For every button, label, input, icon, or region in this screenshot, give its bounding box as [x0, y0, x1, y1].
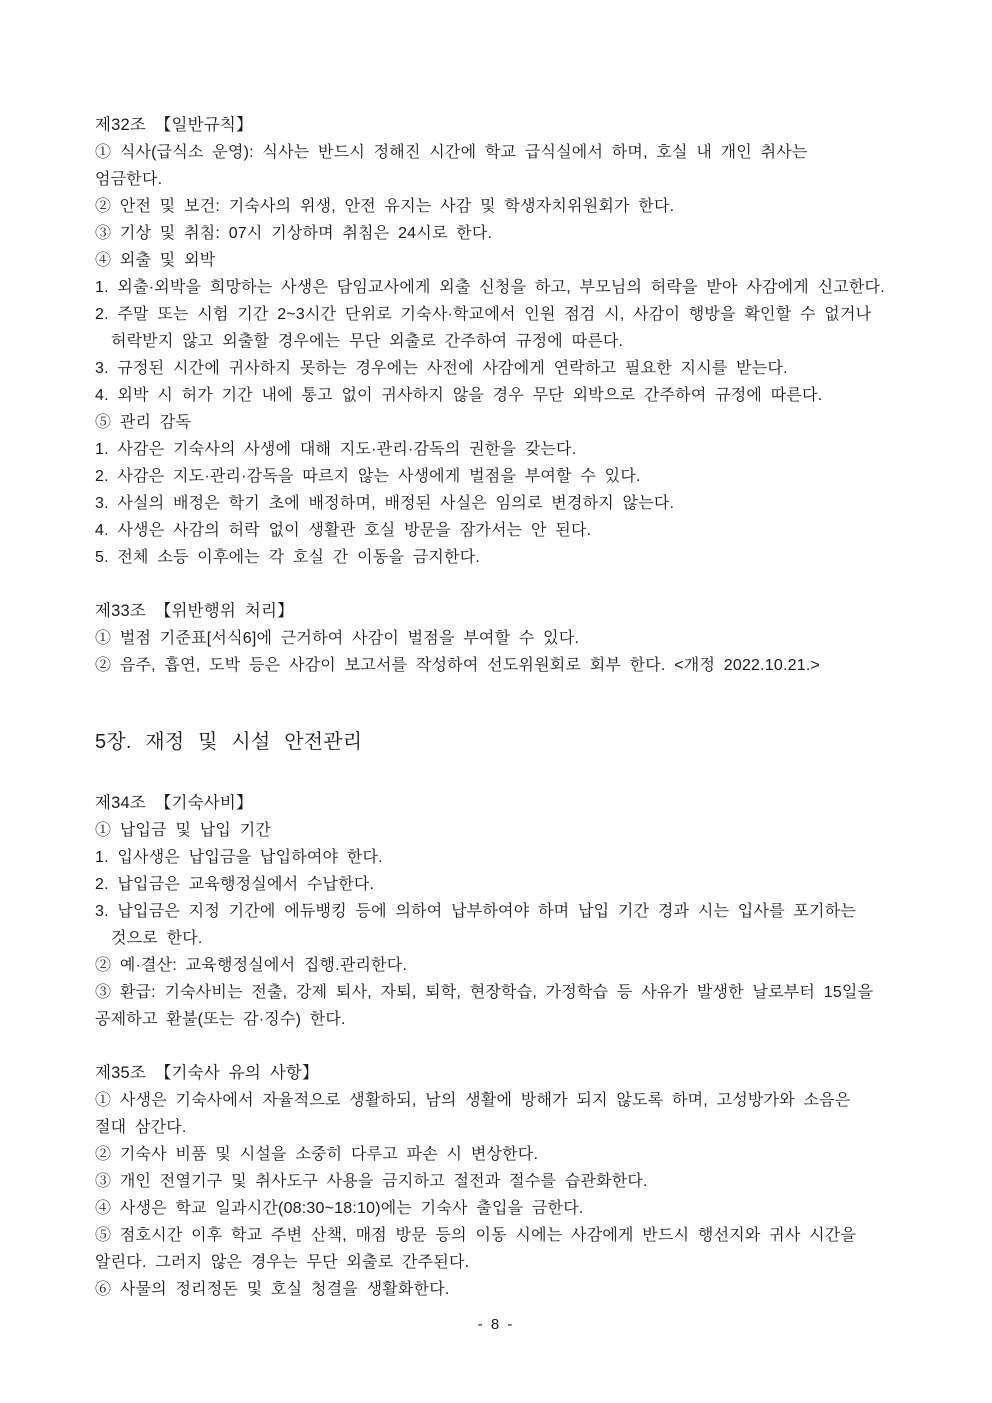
text-line: ② 예·결산: 교육행정실에서 집행.관리한다. — [95, 957, 408, 974]
text-line: 허락받지 않고 외출할 경우에는 무단 외출로 간주하여 규정에 따른다. — [111, 333, 624, 350]
text-line: ③ 개인 전열기구 및 취사도구 사용을 금지하고 절전과 절수를 습관화한다. — [95, 1173, 648, 1190]
text-line: 2. 주말 또는 시험 기간 2~3시간 단위로 기숙사·학교에서 인원 점검 시, 사감이 행방을 확인할 수 없거나 — [95, 306, 872, 323]
text-line: ③ 기상 및 취침: 07시 기상하며 취침은 24시로 한다. — [95, 225, 493, 242]
chapter-heading: 5장. 재정 및 시설 안전관리 — [95, 731, 363, 753]
text-line: ④ 사생은 학교 일과시간(08:30~18:10)에는 기숙사 출입을 금한다. — [95, 1200, 584, 1217]
text-line: ① 납입금 및 납입 기간 — [95, 822, 272, 839]
article-heading: 제35조 【기숙사 유의 사항】 — [95, 1064, 319, 1082]
spacer — [95, 1033, 922, 1060]
text-line: 2. 사감은 지도·관리·감독을 따르지 않는 사생에게 벌점을 부여할 수 있다. — [95, 468, 641, 485]
text-line: ① 사생은 기숙사에서 자율적으로 생활하되, 남의 생활에 방해가 되지 않도록 하며, 고성방가와 소음은 — [95, 1092, 851, 1109]
article-heading: 제33조 【위반행위 처리】 — [95, 602, 294, 620]
text-line: 3. 규정된 시간에 귀사하지 못하는 경우에는 사전에 사감에게 연락하고 필요한 지시를 받는다. — [95, 360, 788, 377]
text-line: 4. 외박 시 허가 기간 내에 통고 없이 귀사하지 않을 경우 무단 외박으로 간주하여 규정에 따른다. — [95, 387, 823, 404]
text-line: 1. 입사생은 납입금을 납입하여야 한다. — [95, 849, 383, 866]
text-line: ⑥ 사물의 정리정돈 및 호실 청결을 생활화한다. — [95, 1281, 450, 1298]
text-line: 3. 사실의 배정은 학기 초에 배정하며, 배정된 사실은 임의로 변경하지 않는다. — [95, 495, 675, 512]
text-line: 5. 전체 소등 이후에는 각 호실 간 이동을 금지한다. — [95, 549, 481, 566]
text-line: 엄금한다. — [95, 171, 163, 188]
spacer — [95, 571, 922, 598]
text-line: ① 벌점 기준표[서식6]에 근거하여 사감이 벌점을 부여할 수 있다. — [95, 630, 580, 647]
text-line: ⑤ 관리 감독 — [95, 414, 192, 431]
text-line: 공제하고 환불(또는 감·징수) 한다. — [95, 1011, 346, 1028]
text-line: 4. 사생은 사감의 허락 없이 생활관 호실 방문을 잠가서는 안 된다. — [95, 522, 592, 539]
text-line: ② 안전 및 보건: 기숙사의 위생, 안전 유지는 사감 및 학생자치위원회가 한다. — [95, 198, 675, 215]
article-heading: 제34조 【기숙사비】 — [95, 794, 253, 812]
text-line: ② 음주, 흡연, 도박 등은 사감이 보고서를 작성하여 선도위원회로 회부 한다. <개정 2022.10.21.> — [95, 657, 821, 674]
text-line: 절대 삼간다. — [95, 1119, 187, 1136]
article-heading: 제32조 【일반규칙】 — [95, 116, 253, 134]
text-line: 2. 납입금은 교육행정실에서 수납한다. — [95, 876, 375, 893]
text-line: ② 기숙사 비품 및 시설을 소중히 다루고 파손 시 변상한다. — [95, 1146, 539, 1163]
text-line: 알린다. 그러지 않은 경우는 무단 외출로 간주된다. — [95, 1254, 470, 1271]
text-line: ④ 외출 및 외박 — [95, 252, 216, 269]
text-line: ③ 환급: 기숙사비는 전출, 강제 퇴사, 자퇴, 퇴학, 현장학습, 가정학습 등 사유가 발생한 날로부터 15일을 — [95, 984, 874, 1001]
text-line: ① 식사(급식소 운영): 식사는 반드시 정해진 시간에 학교 급식실에서 하며, 호실 내 개인 취사는 — [95, 144, 808, 161]
text-line: 것으로 한다. — [111, 930, 203, 947]
page-number: - 8 - — [477, 1316, 515, 1333]
text-line: 1. 외출·외박을 희망하는 사생은 담임교사에게 외출 신청을 하고, 부모님의 허락을 받아 사감에게 신고한다. — [95, 279, 885, 296]
text-line: 3. 납입금은 지정 기간에 에듀뱅킹 등에 의하여 납부하여야 하며 납입 기간 경과 시는 입사를 포기하는 — [95, 903, 857, 920]
text-line: 1. 사감은 기숙사의 사생에 대해 지도·관리·감독의 권한을 갖는다. — [95, 441, 577, 458]
page-footer — [0, 1311, 992, 1338]
text-line: ⑤ 점호시간 이후 학교 주변 산책, 매점 방문 등의 이동 시에는 사감에게 반드시 행선지와 귀사 시간을 — [95, 1227, 857, 1244]
